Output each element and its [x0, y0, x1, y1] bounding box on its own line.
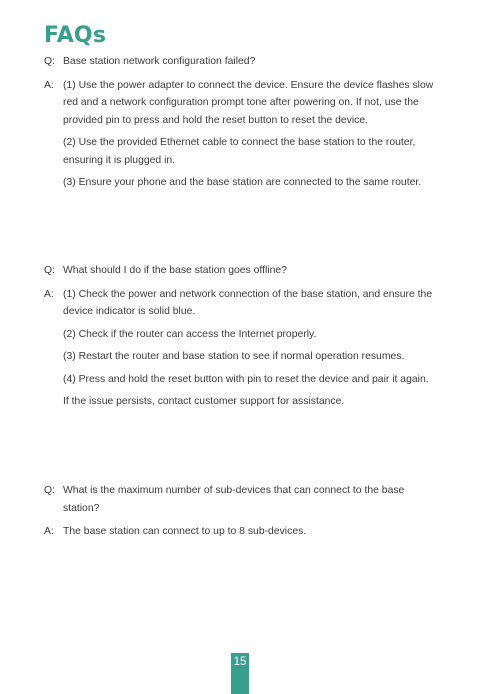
answer-paragraph: (3) Ensure your phone and the base station are connected to the same router.	[63, 177, 422, 188]
faq-item	[44, 482, 434, 541]
answer-paragraph: (1) Use the power adapter to connect the device. Ensure the device flashes slow red and a network configuration prompt tone after powering on. If not, use the provided pin to press and hold the reset button to reset the device.	[63, 79, 434, 126]
page-number: 15	[231, 653, 249, 694]
faq-answer-row	[44, 286, 434, 411]
faq-question-row	[44, 482, 434, 517]
page-title: FAQs	[44, 23, 107, 48]
answer-paragraph: If the issue persists, contact customer support for assistance.	[63, 396, 345, 407]
faq-question: Base station network configuration failed?	[63, 56, 256, 67]
faq-question: What is the maximum number of sub-devices that can connect to the base station?	[63, 485, 405, 514]
faq-item	[44, 53, 434, 192]
faq-question: What should I do if the base station goes offline?	[63, 265, 287, 276]
answer-marker: A:	[44, 526, 54, 537]
answer-paragraph: (2) Check if the router can access the Internet properly.	[63, 328, 317, 340]
faq-answer	[63, 286, 434, 411]
answer-paragraph: (4) Press and hold the reset button with pin to reset the device and pair it again.	[63, 373, 429, 385]
faq-question-row	[44, 53, 434, 71]
faq-question-row	[44, 262, 434, 280]
answer-paragraph: (1) Check the power and network connection of the base station, and ensure the device indicator is solid blue.	[63, 288, 433, 317]
faq-answer-row	[44, 523, 434, 541]
faq-answer	[63, 77, 434, 192]
question-marker: Q:	[44, 56, 55, 67]
answer-paragraph: (3) Restart the router and base station to see if normal operation resumes.	[63, 351, 405, 362]
faq-answer	[63, 523, 434, 541]
answer-marker: A:	[44, 79, 54, 91]
faq-item	[44, 262, 434, 411]
answer-paragraph: (2) Use the provided Ethernet cable to connect the base station to the router, ensuring it is plugged in.	[63, 137, 416, 166]
answer-marker: A:	[44, 288, 54, 300]
question-marker: Q:	[44, 485, 55, 496]
faq-answer-row	[44, 77, 434, 192]
answer-paragraph: The base station can connect to up to 8 sub-devices.	[63, 526, 307, 537]
question-marker: Q:	[44, 265, 55, 276]
